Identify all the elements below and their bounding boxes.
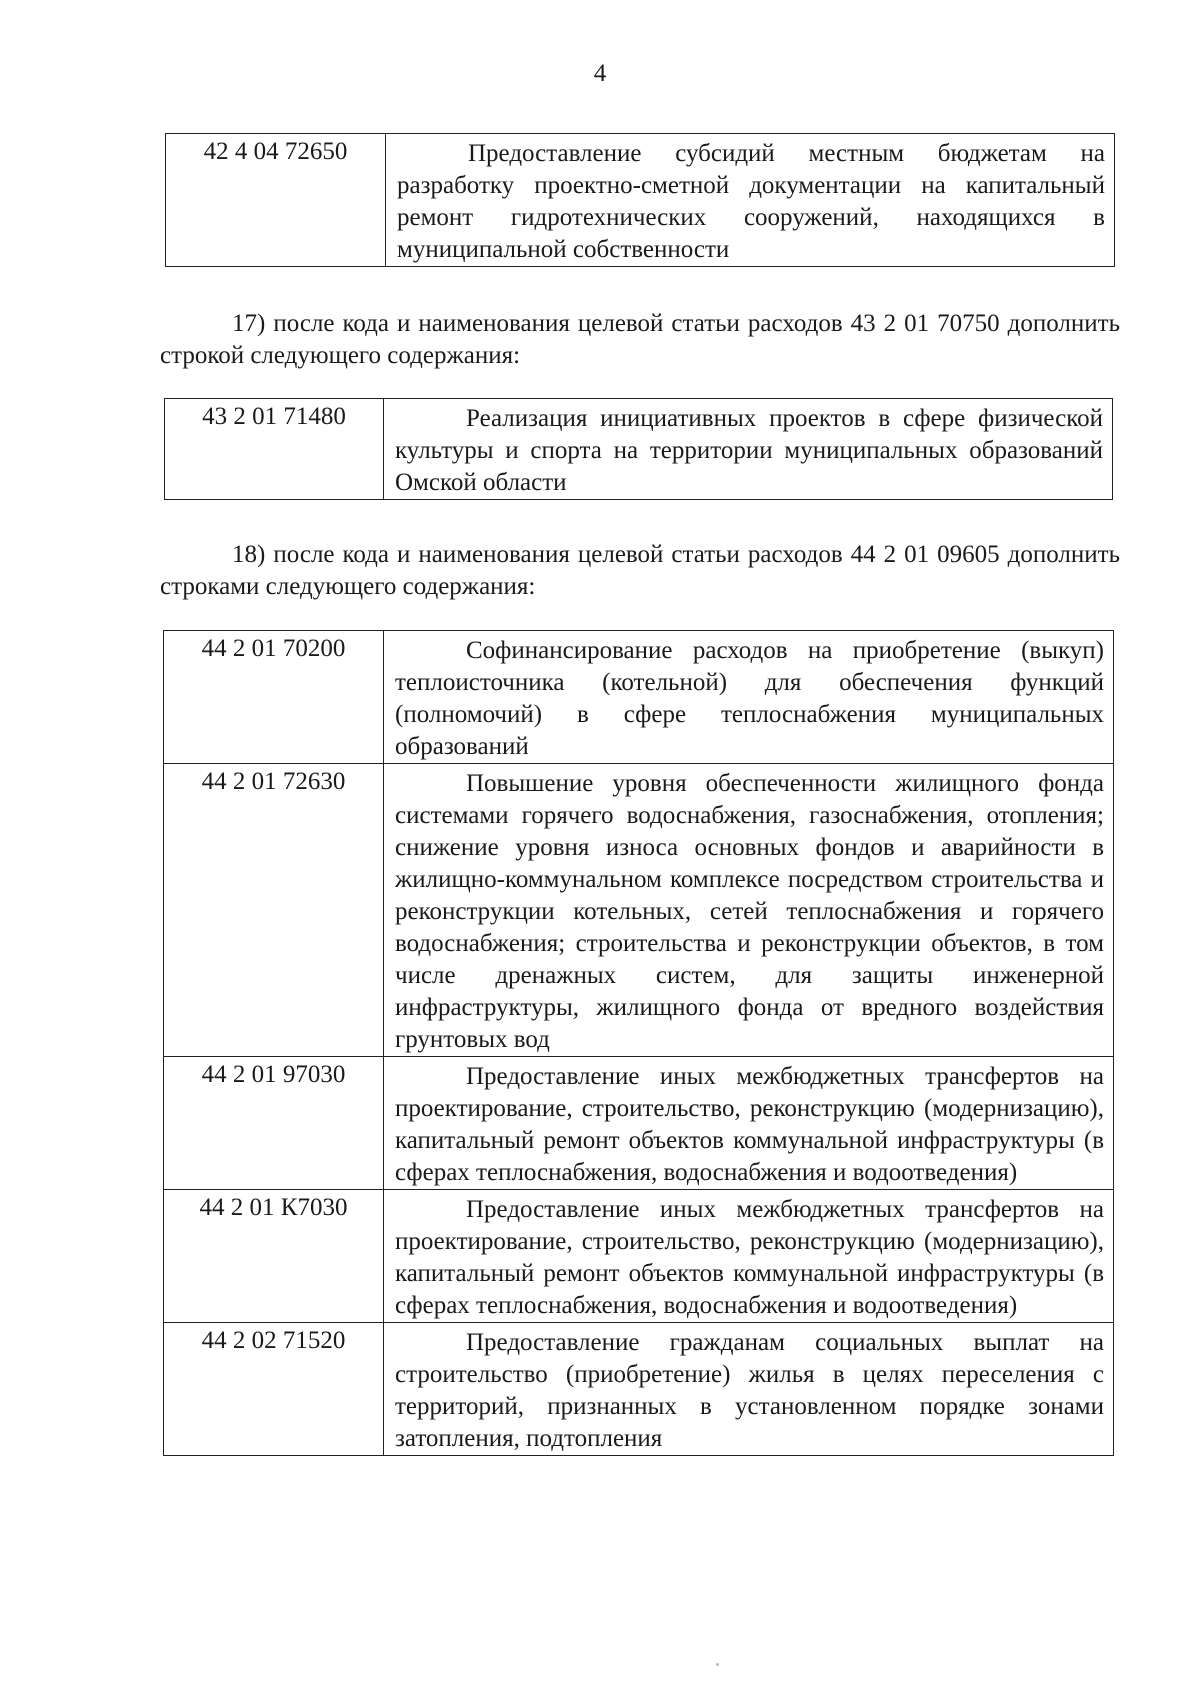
table-row (165, 399, 1113, 500)
description-cell: Предоставление субсидий местным бюджетам на разработку проектно-сметной документации на капитальный ремонт гидротехнических сооружений, находящихся в муниципальной собственности (386, 134, 1115, 267)
code-cell: 44 2 02 71520 (164, 1323, 384, 1456)
table-row (164, 1057, 1114, 1190)
code-cell: 43 2 01 71480 (165, 399, 384, 500)
code-cell: 44 2 01 К7030 (164, 1190, 384, 1323)
description-cell: Повышение уровня обеспеченности жилищного фонда системами горячего водоснабжения, газоснабжения, отопления; снижение уровня износа основных фондов и аварийности в жилищно-коммунальном комплексе посредством строительства и реконструкции котельных, сетей теплоснабжения и горячего водоснабжения; строительства и реконструкции объектов, в том числе дренажных систем, для защиты инженерной инфраструктуры, жилищного фонда от вредного воздействия грунтовых вод (384, 764, 1114, 1057)
code-cell: 44 2 01 70200 (164, 631, 384, 764)
code-cell: 44 2 01 72630 (164, 764, 384, 1057)
table-row (164, 631, 1114, 764)
description-cell: Предоставление иных межбюджетных трансфертов на проектирование, строительство, реконструкцию (модернизацию), капитальный ремонт объектов коммунальной инфраструктуры (в сферах теплоснабжения, водоснабжения и водоотведения) (384, 1190, 1114, 1323)
code-table-3 (163, 630, 1114, 1456)
table-row (164, 764, 1114, 1057)
description-cell: Софинансирование расходов на приобретение (выкуп) теплоисточника (котельной) для обеспечения функций (полномочий) в сфере теплоснабжения муниципальных образований (384, 631, 1114, 764)
description-cell: Реализация инициативных проектов в сфере физической культуры и спорта на территории муниципальных образований Омской области (384, 399, 1113, 500)
paragraph-text: после кода и наименования целевой статьи расходов 44 2 01 09605 дополнить строками следующего содержания: (160, 541, 1120, 600)
page-number: 4 (593, 60, 607, 87)
table-row (166, 134, 1115, 267)
code-cell: 44 2 01 97030 (164, 1057, 384, 1190)
code-table-2 (164, 398, 1113, 500)
description-cell: Предоставление гражданам социальных выплат на строительство (приобретение) жилья в целях переселения с территорий, признанных в установленном порядке зонами затопления, подтопления (384, 1323, 1114, 1456)
paragraph-18 (160, 539, 1120, 603)
table-row (164, 1323, 1114, 1456)
code-cell: 42 4 04 72650 (166, 134, 386, 267)
table-row (164, 1190, 1114, 1323)
description-cell: Предоставление иных межбюджетных трансфертов на проектирование, строительство, реконструкцию (модернизацию), капитальный ремонт объектов коммунальной инфраструктуры (в сферах теплоснабжения, водоснабжения и водоотведения) (384, 1057, 1114, 1190)
code-table-1 (165, 133, 1115, 267)
paragraph-text: после кода и наименования целевой статьи расходов 43 2 01 70750 дополнить строкой следующего содержания: (160, 310, 1120, 369)
paragraph-number: 18) (232, 541, 266, 568)
paragraph-number: 17) (232, 310, 266, 337)
scan-speck (716, 1663, 719, 1666)
paragraph-17 (160, 308, 1120, 372)
